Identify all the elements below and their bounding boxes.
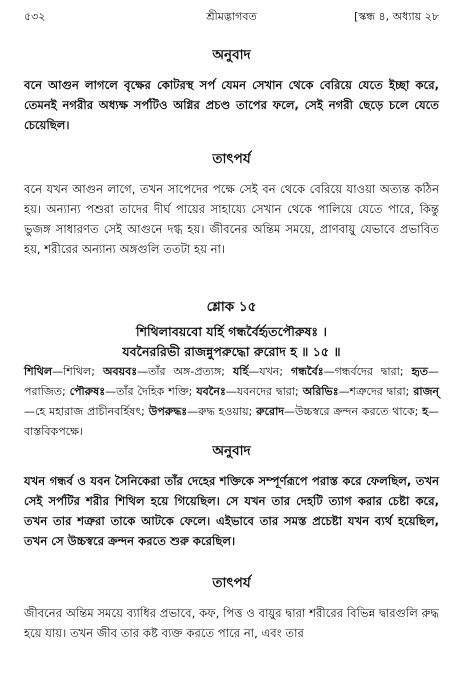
running-header — [24, 8, 439, 26]
synonym-word: উপরুদ্ধঃ — [148, 405, 188, 418]
synonym-word: রুরোদ — [256, 405, 285, 418]
synonym-meaning: তাঁর অঙ্গ-প্রত্যঙ্গ; — [148, 365, 233, 378]
synonym-word: শিথিল — [24, 365, 53, 378]
synonym-word: রাজন্ — [413, 385, 439, 398]
verse-section — [24, 296, 439, 362]
synonym-meaning: পরাজিত; — [24, 385, 70, 398]
translation-text: বনে আগুন লাগলে বৃক্ষের কোটরস্থ সর্প যেমন সেখান থেকে বেরিয়ে যেতে ইচ্ছা করে, তেমনই নগরীর অধ্যক্ষ সর্পটিও অগ্নির প্রচণ্ড তাপের ফলে, সেই নগরী ছেড়ে চলে যেতে চেয়েছিল। — [24, 78, 439, 132]
synonym-word: অরিভিঃ — [302, 385, 339, 398]
translation-section-1 — [24, 44, 439, 135]
purport-heading: তাৎপর্য — [212, 575, 251, 591]
synonym-meaning: হে মহারাজ প্রাচীনবর্হিষৎ; — [35, 405, 149, 418]
synonym-meaning: গন্ধর্বদের দ্বারা; — [334, 365, 412, 378]
purport-text: বনে যখন আগুন লাগে, তখন সাপেদের পক্ষে সেই বন থেকে বেরিয়ে যাওয়া অত্যন্ত কঠিন হয়। অন্যান্য পশুরা তাদের দীর্ঘ পায়ের সাহায্যে সেখান থেকে পালিয়ে যেতে পারে, কিন্তু ভুজঙ্গ সাধারণত সেই আগুনে দগ্ধ হয়। জীবনের অন্তিম সময়ে, প্রাণবায়ু যেভাবে প্রভাবিত হয়, শরীরের অন্যান্য অঙ্গগুলি ততটা হয় না। — [24, 182, 439, 256]
synonym-word: হৃত — [411, 365, 428, 378]
synonym-meaning: যবনদের দ্বারা; — [236, 385, 303, 398]
verse-heading: শ্লোক ১৫ — [206, 299, 257, 315]
purport-heading: তাৎপর্য — [212, 151, 251, 167]
synonym-meaning: রুদ্ধ হওয়ায়; — [198, 405, 257, 418]
synonym-word: যর্হি — [232, 365, 249, 378]
synonym-meaning: বাস্তবিকপক্ষে। — [24, 425, 83, 438]
synonym-meaning: শিথিল; — [63, 365, 103, 378]
translation-section-2 — [24, 440, 439, 551]
synonym-word: পৌরুষঃ — [69, 385, 106, 398]
synonym-meaning: তাঁর দৈহিক শক্তি; — [116, 385, 197, 398]
synonym-meaning: শত্রুদের দ্বারা; — [349, 385, 414, 398]
synonym-meaning: যখন; — [259, 365, 292, 378]
synonym-word: অবয়বঃ — [102, 365, 138, 378]
verse-line-2: যবনৈররিভী রাজন্নুপরুদ্ধো রুরোদ হ ॥ ১৫ ॥ — [122, 344, 341, 359]
synonym-meaning: উচ্চস্বরে ক্রন্দন করতে থাকে; — [295, 405, 423, 418]
section-reference: [স্কন্ধ ৪, অধ্যায় ২৮ — [354, 10, 439, 23]
synonym-word: যবনৈঃ — [196, 385, 226, 398]
synonym-word: হ — [422, 405, 428, 418]
page-number: ৫৩২ — [24, 10, 46, 23]
purport-section-2 — [24, 572, 439, 643]
book-title: শ্রীমদ্ভাগবত — [206, 10, 257, 23]
translation-heading: অনুবাদ — [212, 47, 251, 63]
translation-heading: অনুবাদ — [212, 443, 251, 459]
purport-text: জীবনের অন্তিম সময়ে ব্যাধির প্রভাবে, কফ, পিত্ত ও বায়ুর দ্বারা শরীরের বিভিন্ন দ্বারগুলি রুদ্ধ হয়ে যায়। তখন জীব তার কষ্ট ব্যক্ত করতে পারে না, এবং তার — [24, 606, 439, 640]
verse-line-1: শিথিলাবয়বো যর্হি গন্ধর্বৈর্হৃতপৌরুষঃ । — [135, 324, 328, 339]
synonym-word: গন্ধর্বৈঃ — [291, 365, 324, 378]
word-for-word-synonyms: শিথিল—শিথিল; অবয়বঃ—তাঁর অঙ্গ-প্রত্যঙ্গ; যর্হি—যখন; গন্ধর্বৈঃ—গন্ধর্বদের দ্বারা; হৃত—পরাজিত; পৌরুষঃ—তাঁর দৈহিক শক্তি; যবনৈঃ—যবনদের দ্বারা; অরিভিঃ—শত্রুদের দ্বারা; রাজন্—হে মহারাজ প্রাচীনবর্হিষৎ; উপরুদ্ধঃ—রুদ্ধ হওয়ায়; রুরোদ—উচ্চস্বরে ক্রন্দন করতে থাকে; হ—বাস্তবিকপক্ষে। — [24, 365, 439, 438]
purport-section-1 — [24, 148, 439, 259]
translation-text: যখন গন্ধর্ব ও যবন সৈনিকেরা তাঁর দেহের শক্তিকে সম্পূর্ণরূপে পরাস্ত করে ফেলছিল, তখন সেই সর্পটির শরীর শিথিল হয়ে গিয়েছিল। সে যখন তার দেহটি ত্যাগ করার চেষ্টা করে, তখন তার শত্রুরা তাকে আটকে ফেলে। এইভাবে তার সমস্ত প্রচেষ্টা যখন ব্যর্থ হয়েছিল, তখন সে উচ্চস্বরে ক্রন্দন করতে শুরু করেছিল। — [24, 474, 439, 548]
